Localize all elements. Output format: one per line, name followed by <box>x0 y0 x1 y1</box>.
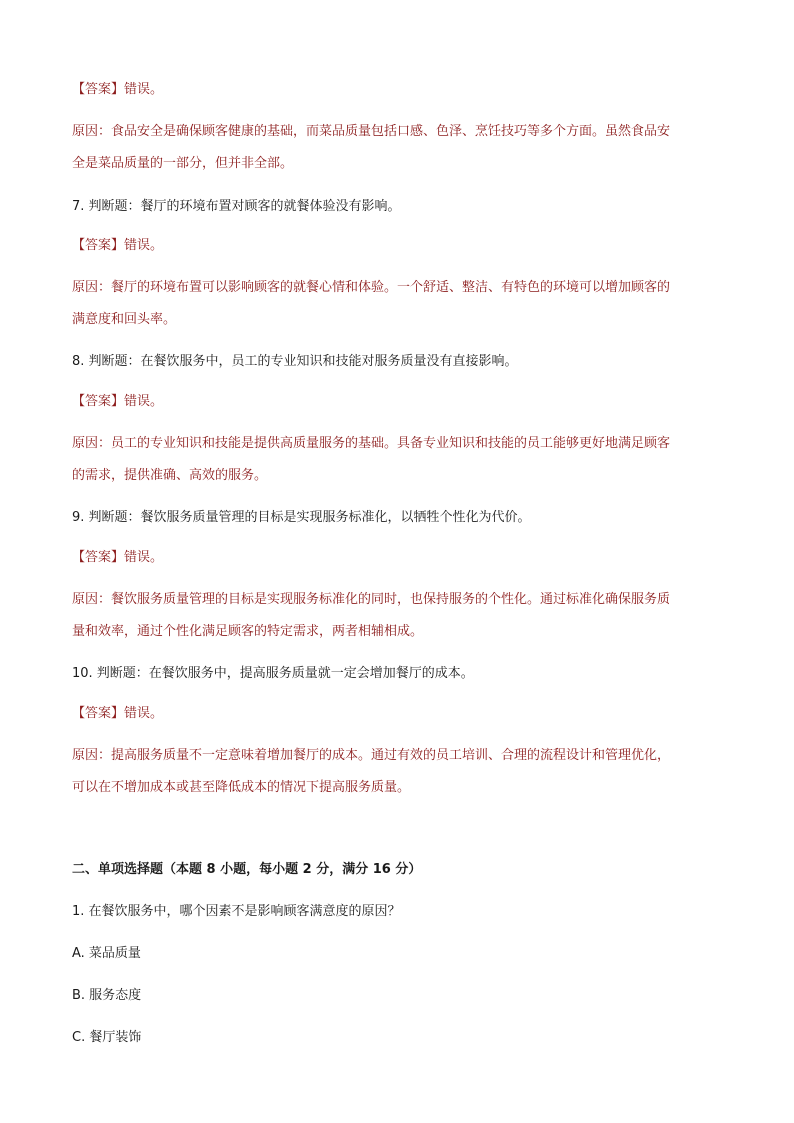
answer-6: 【答案】错误。 <box>72 82 164 97</box>
reason-10-line-1: 原因：提高服务质量不一定意味着增加餐厅的成本。通过有效的员工培训、合理的流程设计和管理优化， <box>72 748 671 763</box>
reason-9-line-2: 量和效率，通过个性化满足顾客的特定需求，两者相辅相成。 <box>72 624 424 639</box>
reason-6-line-2: 全是菜品质量的一部分，但并非全部。 <box>72 156 294 171</box>
reason-8-line-2: 的需求，提供准确、高效的服务。 <box>72 468 268 483</box>
question-10: 10. 判断题：在餐饮服务中，提高服务质量就一定会增加餐厅的成本。 <box>72 666 474 681</box>
section-2-title: 二、单项选择题（本题 8 小题，每小题 2 分，满分 16 分） <box>72 862 422 877</box>
answer-7: 【答案】错误。 <box>72 238 164 253</box>
answer-8: 【答案】错误。 <box>72 394 164 409</box>
section-2-question-1: 1. 在餐饮服务中，哪个因素不是影响顾客满意度的原因？ <box>72 904 401 919</box>
answer-9: 【答案】错误。 <box>72 550 164 565</box>
question-7: 7. 判断题：餐厅的环境布置对顾客的就餐体验没有影响。 <box>72 199 401 214</box>
option-b: B. 服务态度 <box>72 988 142 1003</box>
document-page <box>72 0 722 1123</box>
question-9: 9. 判断题：餐饮服务质量管理的目标是实现服务标准化，以牺牲个性化为代价。 <box>72 510 531 525</box>
reason-8-line-1: 原因：员工的专业知识和技能是提供高质量服务的基础。具备专业知识和技能的员工能够更好地满足顾客 <box>72 436 671 451</box>
reason-9-line-1: 原因：餐饮服务质量管理的目标是实现服务标准化的同时，也保持服务的个性化。通过标准化确保服务质 <box>72 592 671 607</box>
answer-10: 【答案】错误。 <box>72 706 164 721</box>
reason-10-line-2: 可以在不增加成本或甚至降低成本的情况下提高服务质量。 <box>72 780 411 795</box>
reason-7-line-1: 原因：餐厅的环境布置可以影响顾客的就餐心情和体验。一个舒适、整洁、有特色的环境可以增加顾客的 <box>72 280 671 295</box>
question-8: 8. 判断题：在餐饮服务中，员工的专业知识和技能对服务质量没有直接影响。 <box>72 354 518 369</box>
reason-6-line-1: 原因：食品安全是确保顾客健康的基础，而菜品质量包括口感、色泽、烹饪技巧等多个方面。虽然食品安 <box>72 124 671 139</box>
option-a: A. 菜品质量 <box>72 946 141 961</box>
reason-7-line-2: 满意度和回头率。 <box>72 312 177 327</box>
option-c: C. 餐厅装饰 <box>72 1030 142 1045</box>
